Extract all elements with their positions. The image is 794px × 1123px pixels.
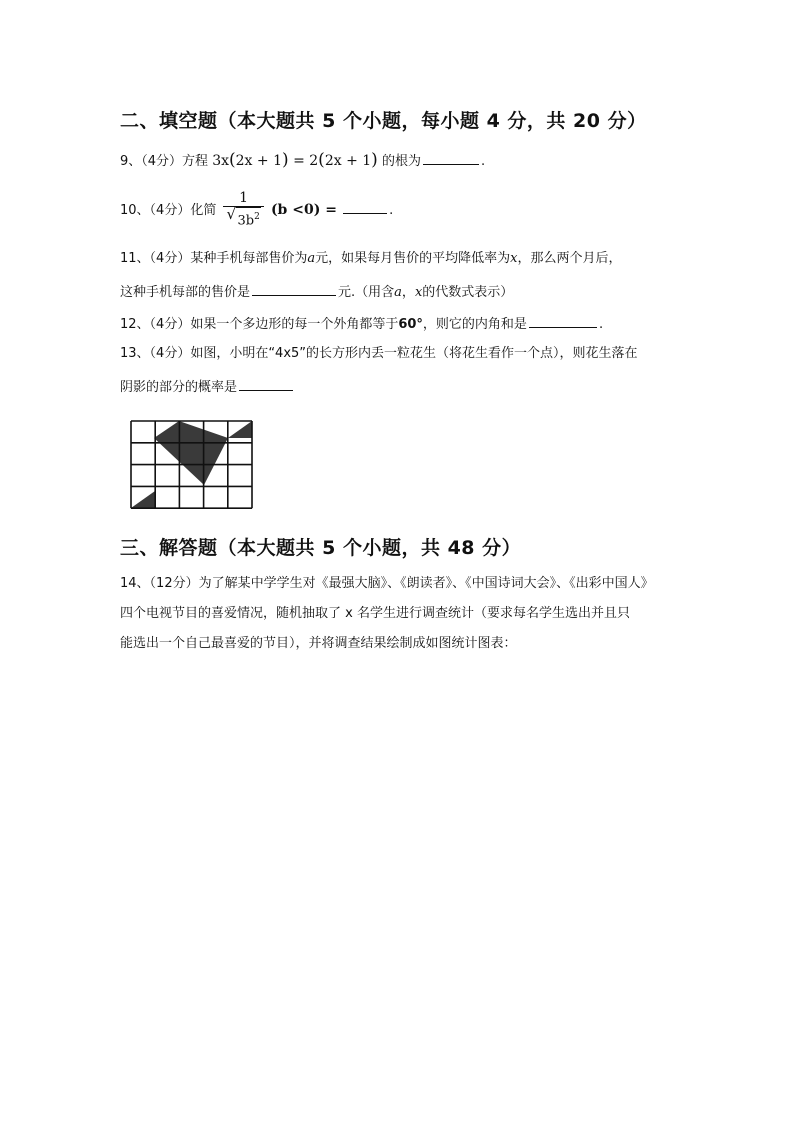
q11-var-a: a [307,251,316,266]
q11-answer-blank [252,281,336,296]
q10-denominator: √ $3b^2$ [223,206,263,230]
q10-answer-blank [343,199,387,214]
q10-numerator: 1 [239,190,249,207]
question-10 [120,190,393,231]
question-9 [120,150,485,172]
q12-answer-blank [529,313,597,328]
question-11-line-1: 11、（4分）某种手机每部售价为a元，如果每月售价的平均降低率为x，那么两个月后， [120,251,622,266]
shaded-triangle-bottom-left [131,491,155,508]
q9-end: . [480,154,486,169]
question-14-line-1: 14、（12分）为了解某中学学生对《最强大脑》、《朗读者》、《中国诗词大会》、《出彩中国人》 [120,576,654,591]
q10-prefix: 10、（4分）化简 [120,203,217,218]
section-2-title: 二、填空题（本大题共 5 个小题，每小题 4 分，共 20 分） [120,110,647,132]
q9-suffix: 的根为 [381,154,421,169]
section-3-title: 三、解答题（本大题共 5 个小题，共 48 分） [120,537,522,559]
q11-var-x: x [510,251,518,266]
question-14-line-2: 四个电视节目的喜爱情况，随机抽取了 x 名学生进行调查统计（要求每名学生选出并且只 [120,606,630,621]
shaded-quadrilateral [154,421,228,485]
q10-end: . [389,203,394,218]
q9-answer-blank [423,150,479,165]
grid-figure [128,416,256,514]
question-11-line-2: 这种手机每部的售价是 元.（用含a，x的代数式表示） [120,281,513,303]
question-13-line-2: 阴影的部分的概率是 [120,376,295,398]
question-13-line-1: 13、（4分）如图，小明在“4x5”的长方形内丢一粒花生（将花生看作一个点），则花生落在 [120,346,638,361]
q12-angle: 60° [398,317,423,332]
question-12: 12、（4分）如果一个多边形的每一个外角都等于60°，则它的内角和是 . [120,313,603,335]
q9-equation: 3x(2x + 1) = 2(2x + 1) [212,150,378,170]
q13-answer-blank [239,376,293,391]
q10-fraction [223,190,263,230]
q9-prefix: 9、（4分）方程 [120,154,209,169]
shaded-triangle-top-right [228,421,252,438]
q10-condition: (b <0) = [270,202,337,218]
question-14-line-3: 能选出一个自己最喜爱的节目），并将调查结果绘制成如图统计图表： [120,636,517,651]
